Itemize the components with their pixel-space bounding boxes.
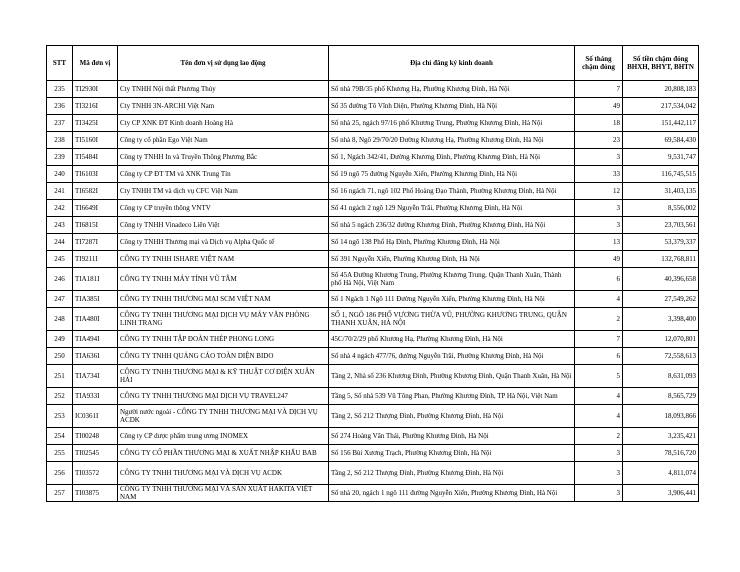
cell-address: Số 1 Ngách 1 Ngõ 111 Đường Nguyễn Xiển, Phường Khương Đình, Hà Nội — [329, 291, 575, 308]
table-row — [47, 331, 699, 348]
cell-employer-name: Công ty TNHH Vinadeco Liên Việt — [118, 217, 329, 234]
cell-months-late: 12 — [575, 183, 623, 200]
cell-address: Số 14 ngõ 138 Phố Hạ Đình, Phường Khương Đình, Hà Nội — [329, 234, 575, 251]
cell-employer-name: Công ty CP truyền thông VNTV — [118, 200, 329, 217]
cell-months-late: 49 — [575, 98, 623, 115]
cell-employer-name: Cty TNHH 3N-ARCHI Việt Nam — [118, 98, 329, 115]
table-row — [47, 268, 699, 291]
cell-unit-code: TI3216I — [73, 98, 118, 115]
cell-address: Số 274 Hoàng Văn Thái, Phường Khương Đình, Hà Nội — [329, 428, 575, 445]
cell-employer-name: Cty CP XNK ĐT Kinh doanh Hoàng Hà — [118, 115, 329, 132]
cell-months-late: 13 — [575, 234, 623, 251]
cell-amount-late: 9,531,747 — [623, 149, 699, 166]
cell-unit-code: TIA933I — [73, 388, 118, 405]
debt-table — [46, 45, 699, 502]
cell-months-late: 6 — [575, 348, 623, 365]
table-row — [47, 251, 699, 268]
cell-amount-late: 3,235,421 — [623, 428, 699, 445]
cell-employer-name: Cty TNHH TM và dịch vụ CFC Việt Nam — [118, 183, 329, 200]
table-row — [47, 234, 699, 251]
cell-months-late: 2 — [575, 428, 623, 445]
cell-amount-late: 151,442,117 — [623, 115, 699, 132]
cell-unit-code: TI03875 — [73, 485, 118, 502]
cell-stt: 247 — [47, 291, 73, 308]
table-row — [47, 132, 699, 149]
cell-unit-code: TIA181I — [73, 268, 118, 291]
cell-address: Số 156 Bùi Xương Trạch, Phường Khương Đình, Hà Nội — [329, 445, 575, 462]
cell-months-late: 6 — [575, 268, 623, 291]
cell-unit-code: TI9211I — [73, 251, 118, 268]
cell-months-late: 3 — [575, 462, 623, 485]
table-row — [47, 291, 699, 308]
cell-stt: 249 — [47, 331, 73, 348]
table-body — [47, 81, 699, 502]
cell-amount-late: 217,534,042 — [623, 98, 699, 115]
header-address: Địa chỉ đăng ký kinh doanh — [329, 46, 575, 81]
cell-unit-code: TI03572 — [73, 462, 118, 485]
cell-amount-late: 27,549,262 — [623, 291, 699, 308]
cell-employer-name: Cty TNHH Nội thất Phương Thủy — [118, 81, 329, 98]
cell-months-late: 4 — [575, 388, 623, 405]
cell-stt: 254 — [47, 428, 73, 445]
cell-months-late: 4 — [575, 291, 623, 308]
cell-address: Số 41 ngách 2 ngõ 129 Nguyễn Trãi, Phường Khương Đình, Hà Nội — [329, 200, 575, 217]
table-row — [47, 81, 699, 98]
cell-address: Tầng 2, Số 212 Thượng Đình, Phường Khương Đình, Hà Nội — [329, 405, 575, 428]
cell-employer-name: Công ty CP ĐT TM và XNK Trung Tín — [118, 166, 329, 183]
cell-months-late: 33 — [575, 166, 623, 183]
cell-unit-code: TIA480I — [73, 308, 118, 331]
cell-stt: 251 — [47, 365, 73, 388]
table-row — [47, 348, 699, 365]
cell-employer-name: CÔNG TY TNHH MÁY TÍNH VŨ TÂM — [118, 268, 329, 291]
cell-unit-code: TIA636I — [73, 348, 118, 365]
cell-address: Số 19 ngõ 75 đường Nguyễn Xiển, Phường Khương Đình, Hà Nội — [329, 166, 575, 183]
cell-employer-name: CÔNG TY TNHH THƯƠNG MẠI DỊCH VỤ TRAVEL247 — [118, 388, 329, 405]
table-row — [47, 166, 699, 183]
cell-unit-code: TI2930I — [73, 81, 118, 98]
cell-amount-late: 53,379,337 — [623, 234, 699, 251]
cell-unit-code: TIA734I — [73, 365, 118, 388]
cell-stt: 242 — [47, 200, 73, 217]
header-row — [47, 46, 699, 81]
cell-unit-code: TI6103I — [73, 166, 118, 183]
cell-months-late: 3 — [575, 217, 623, 234]
cell-months-late: 18 — [575, 115, 623, 132]
cell-employer-name: Người nước ngoài - CÔNG TY TNHH THƯƠNG MẠI VÀ DỊCH VỤ ACDK — [118, 405, 329, 428]
table-row — [47, 388, 699, 405]
cell-employer-name: Công ty TNHH Thương mại và Dịch vụ Alpha Quốc tế — [118, 234, 329, 251]
cell-unit-code: TI3425I — [73, 115, 118, 132]
table-row — [47, 149, 699, 166]
cell-amount-late: 31,403,135 — [623, 183, 699, 200]
cell-stt: 236 — [47, 98, 73, 115]
cell-address: Số nhà 5 ngách 236/32 đường Khương Đình, Phường Khương Đình, Hà Nội — [329, 217, 575, 234]
table-row — [47, 308, 699, 331]
cell-stt: 253 — [47, 405, 73, 428]
cell-amount-late: 3,906,441 — [623, 485, 699, 502]
cell-months-late: 5 — [575, 365, 623, 388]
cell-amount-late: 8,631,093 — [623, 365, 699, 388]
cell-stt: 248 — [47, 308, 73, 331]
cell-employer-name: CÔNG TY TNHH QUẢNG CÁO TOÀN DIỆN BIDO — [118, 348, 329, 365]
cell-months-late: 3 — [575, 149, 623, 166]
cell-stt: 238 — [47, 132, 73, 149]
cell-amount-late: 69,584,430 — [623, 132, 699, 149]
cell-employer-name: CÔNG TY CỔ PHẦN THƯƠNG MẠI & XUẤT NHẬP KHẨU BAB — [118, 445, 329, 462]
table-row — [47, 98, 699, 115]
table-row — [47, 217, 699, 234]
cell-months-late: 2 — [575, 308, 623, 331]
header-employer-name: Tên đơn vị sử dụng lao động — [118, 46, 329, 81]
cell-months-late: 3 — [575, 445, 623, 462]
cell-unit-code: TIA494I — [73, 331, 118, 348]
cell-employer-name: CÔNG TY TNHH THƯƠNG MẠI DỊCH VỤ MÁY VĂN PHÒNG LINH TRANG — [118, 308, 329, 331]
table-row — [47, 428, 699, 445]
cell-amount-late: 78,516,720 — [623, 445, 699, 462]
cell-stt: 243 — [47, 217, 73, 234]
cell-amount-late: 72,558,613 — [623, 348, 699, 365]
cell-unit-code: TI5484I — [73, 149, 118, 166]
cell-employer-name: Công ty TNHH In và Truyền Thông Phương Bắc — [118, 149, 329, 166]
header-months-late: Số tháng chậm đóng — [575, 46, 623, 81]
cell-address: Số nhà 79B/35 phố Khương Hạ, Phường Khương Đình, Hà Nội — [329, 81, 575, 98]
cell-unit-code: TI00248 — [73, 428, 118, 445]
cell-unit-code: TI5160I — [73, 132, 118, 149]
cell-address: Số 1, Ngách 342/41, Đường Khương Đình, Phường Khương Đình, Hà Nội — [329, 149, 575, 166]
cell-employer-name: CÔNG TY TNHH THƯƠNG MẠI VÀ SẢN XUẤT HAKITA VIỆT NAM — [118, 485, 329, 502]
header-unit-code: Mã đơn vị — [73, 46, 118, 81]
cell-employer-name: Công ty CP dược phẩm trung ương INOMEX — [118, 428, 329, 445]
cell-stt: 245 — [47, 251, 73, 268]
cell-address: Số 391 Nguyễn Xiển, Phường Khương Đình, Hà Nội — [329, 251, 575, 268]
cell-address: Số nhà 20, ngách 1 ngõ 111 đường Nguyễn Xiển, Phường Khương Đình, Hà Nội — [329, 485, 575, 502]
cell-address: 45C/70/2/29 phố Khương Hạ, Phường Khương Đình, Hà Nội — [329, 331, 575, 348]
cell-months-late: 7 — [575, 331, 623, 348]
cell-unit-code: TI6649I — [73, 200, 118, 217]
cell-months-late: 4 — [575, 405, 623, 428]
cell-unit-code: TIA385I — [73, 291, 118, 308]
cell-months-late: 3 — [575, 200, 623, 217]
cell-stt: 252 — [47, 388, 73, 405]
cell-stt: 237 — [47, 115, 73, 132]
cell-months-late: 3 — [575, 485, 623, 502]
cell-employer-name: Công ty cổ phần Ego Việt Nam — [118, 132, 329, 149]
cell-unit-code: TI7287I — [73, 234, 118, 251]
cell-stt: 241 — [47, 183, 73, 200]
cell-employer-name: CÔNG TY TNHH TẬP ĐOÀN THÉP PHONG LONG — [118, 331, 329, 348]
cell-address: Tầng 2, Số 212 Thượng Đình, Phường Khương Đình, Hà Nội — [329, 462, 575, 485]
cell-address: Tầng 5, Số nhà 539 Vũ Tông Phan, Phường Khương Đình, TP Hà Nội, Việt Nam — [329, 388, 575, 405]
cell-stt: 250 — [47, 348, 73, 365]
cell-amount-late: 116,745,515 — [623, 166, 699, 183]
cell-address: Số nhà 4 ngách 477/76, đường Nguyễn Trãi, Phường Khương Đình, Hà Nội — [329, 348, 575, 365]
table-row — [47, 445, 699, 462]
table-row — [47, 200, 699, 217]
cell-employer-name: CÔNG TY TNHH ISHARE VIỆT NAM — [118, 251, 329, 268]
cell-amount-late: 3,398,400 — [623, 308, 699, 331]
cell-stt: 235 — [47, 81, 73, 98]
cell-stt: 255 — [47, 445, 73, 462]
table-row — [47, 365, 699, 388]
cell-amount-late: 18,093,866 — [623, 405, 699, 428]
cell-stt: 256 — [47, 462, 73, 485]
cell-unit-code: TI6582I — [73, 183, 118, 200]
cell-stt: 244 — [47, 234, 73, 251]
debt-table-sheet — [46, 45, 698, 502]
cell-amount-late: 20,808,183 — [623, 81, 699, 98]
table-row — [47, 462, 699, 485]
cell-amount-late: 4,811,074 — [623, 462, 699, 485]
cell-amount-late: 132,768,811 — [623, 251, 699, 268]
cell-address: Tầng 2, Nhà số 236 Khương Đình, Phường Khương Đình, Quận Thanh Xuân, Hà Nội — [329, 365, 575, 388]
cell-amount-late: 40,396,658 — [623, 268, 699, 291]
cell-months-late: 49 — [575, 251, 623, 268]
cell-address: Số nhà 25, ngách 97/16 phố Khương Trung, Phường Khương Đình, Hà Nội — [329, 115, 575, 132]
table-row — [47, 115, 699, 132]
cell-address: Số 45A Đường Khương Trung, Phường Khương Trung, Quận Thanh Xuân, Thành phố Hà Nội, Việt Nam — [329, 268, 575, 291]
cell-months-late: 7 — [575, 81, 623, 98]
cell-unit-code: IC0361I — [73, 405, 118, 428]
cell-address: Số 35 đường Tô Vĩnh Diện, Phường Khương Đình, Hà Nội — [329, 98, 575, 115]
cell-stt: 257 — [47, 485, 73, 502]
cell-unit-code: TI6815I — [73, 217, 118, 234]
cell-employer-name: CÔNG TY TNHH THƯƠNG MẠI SCM VIỆT NAM — [118, 291, 329, 308]
cell-stt: 240 — [47, 166, 73, 183]
header-stt: STT — [47, 46, 73, 81]
cell-stt: 239 — [47, 149, 73, 166]
cell-months-late: 23 — [575, 132, 623, 149]
table-row — [47, 485, 699, 502]
table-row — [47, 183, 699, 200]
cell-amount-late: 8,565,729 — [623, 388, 699, 405]
cell-address: SỐ 1, NGÕ 186 PHỐ VƯƠNG THỪA VŨ, PHƯỜNG KHƯƠNG TRUNG, QUẬN THANH XUÂN, HÀ NỘI — [329, 308, 575, 331]
cell-address: Số nhà 8, Ngõ 29/70/20 Đường Khương Hạ, Phường Khương Đình, Hà Nội — [329, 132, 575, 149]
cell-address: Số 16 ngách 71, ngõ 102 Phố Hoàng Đạo Thành, Phường Khương Đình, Hà Nội — [329, 183, 575, 200]
cell-employer-name: CÔNG TY TNHH THƯƠNG MẠI & KỸ THUẬT CƠ ĐIỆN XUÂN HẢI — [118, 365, 329, 388]
cell-amount-late: 12,070,801 — [623, 331, 699, 348]
table-row — [47, 405, 699, 428]
cell-amount-late: 8,556,002 — [623, 200, 699, 217]
cell-unit-code: TI02545 — [73, 445, 118, 462]
header-amount-late: Số tiền chậm đóng BHXH, BHYT, BHTN — [623, 46, 699, 81]
cell-stt: 246 — [47, 268, 73, 291]
cell-employer-name: CÔNG TY TNHH THƯƠNG MẠI VÀ DỊCH VỤ ACDK — [118, 462, 329, 485]
cell-amount-late: 23,703,561 — [623, 217, 699, 234]
